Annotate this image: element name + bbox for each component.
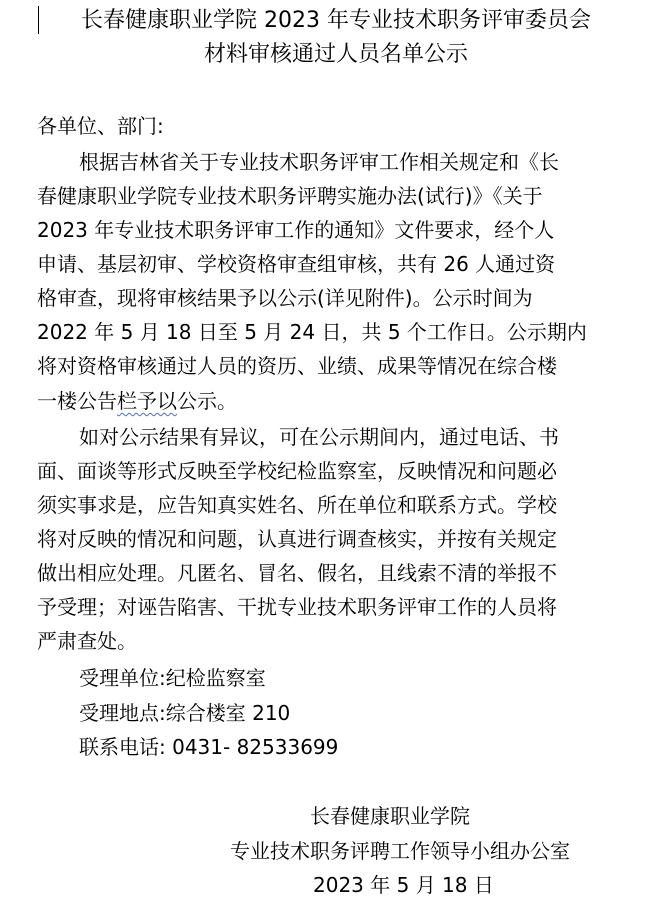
para1-last-suffix: 公示。 <box>177 389 237 413</box>
contact-unit: 受理单位:纪检监察室 <box>79 666 266 690</box>
signature-org: 长春健康职业学院 <box>310 804 470 828</box>
title-line-2: 材料审核通过人员名单公示 <box>203 42 468 67</box>
para1-line: 春健康职业学院专业技术职务评聘实施办法(试行)》《关于 <box>37 184 543 208</box>
para1-line: 申请、基层初审、学校资格审查组审核，共有 26 人通过资 <box>37 252 556 276</box>
para2-line: 严肃查处。 <box>37 629 137 653</box>
contact-phone: 联系电话: 0431- 82533699 <box>79 735 339 759</box>
para2-line: 予受理；对诬告陷害、干扰专业技术职务评审工作的人员将 <box>37 595 557 619</box>
para1-line: 根据吉林省关于专业技术职务评审工作相关规定和《长 <box>79 150 559 174</box>
salutation: 各单位、部门: <box>37 114 164 138</box>
para1-last-line <box>37 385 237 417</box>
signature-office: 专业技术职务评聘工作领导小组办公室 <box>230 839 570 863</box>
para1-line: 格审查，现将审核结果予以公示(详见附件)。公示时间为 <box>37 286 533 310</box>
para2-line: 将对反映的情况和问题，认真进行调查核实，并按有关规定 <box>37 527 557 551</box>
para2-line: 如对公示结果有异议，可在公示期间内，通过电话、书 <box>79 425 559 449</box>
para2-line: 面、面谈等形式反映至学校纪检监察室，反映情况和问题必 <box>37 459 557 483</box>
para1-last-prefix: 一楼公告 <box>37 389 117 413</box>
para1-line: 2023 年专业技术职务评审工作的通知》文件要求，经个人 <box>37 218 555 242</box>
para2-line: 做出相应处理。凡匿名、冒名、假名，且线索不清的举报不 <box>37 561 557 585</box>
grammar-marked-text[interactable]: 栏予以 <box>117 389 177 413</box>
signature-date: 2023 年 5 月 18 日 <box>313 873 494 897</box>
title-line-1: 长春健康职业学院 2023 年专业技术职务评审委员会 <box>81 8 591 33</box>
contact-place: 受理地点:综合楼室 210 <box>79 701 291 725</box>
para1-line: 2022 年 5 月 18 日至 5 月 24 日，共 5 个工作日。公示期内 <box>37 320 587 344</box>
para1-line: 将对资格审核通过人员的资历、业绩、成果等情况在综合楼 <box>37 354 557 378</box>
para2-line: 须实事求是，应告知真实姓名、所在单位和联系方式。学校 <box>37 493 557 517</box>
